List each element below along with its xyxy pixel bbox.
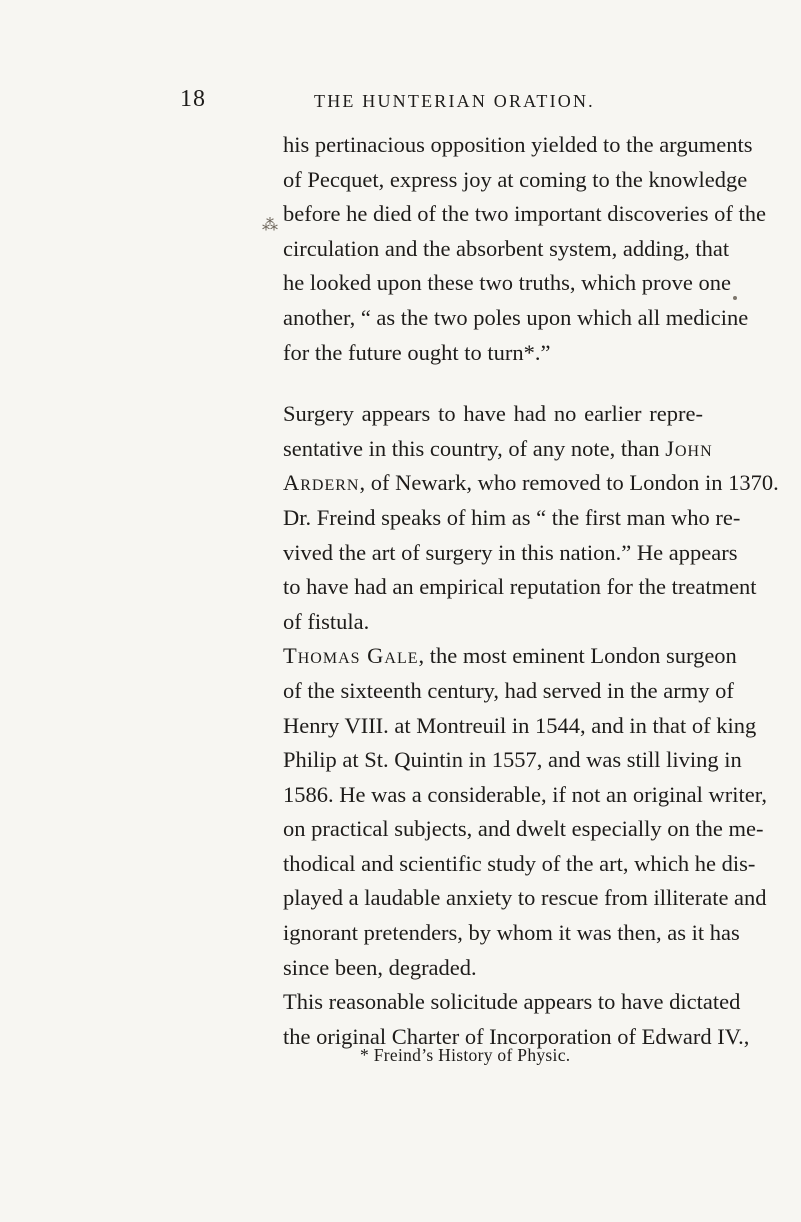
paragraph-gap xyxy=(283,370,703,397)
text-line xyxy=(283,432,713,467)
text-line: he looked upon these two truths, which prove one xyxy=(283,270,732,296)
text-line: of fistula. xyxy=(283,608,370,634)
text-line xyxy=(283,466,779,501)
text-line: for the future ought to turn*.” xyxy=(283,339,551,365)
person-name: John xyxy=(665,435,713,461)
text-line: of the sixteenth century, had served in the army of xyxy=(283,677,734,703)
text-line: Surgery appears to have had no earlier repre- xyxy=(283,401,703,427)
person-name: Thomas Gale xyxy=(283,643,419,669)
text-fragment: , of Newark, who removed to London in 1370. xyxy=(359,470,779,496)
text-line: Dr. Freind speaks of him as “ the first man who re- xyxy=(283,504,741,530)
body-text xyxy=(283,128,779,1054)
text-line: ignorant pretenders, by whom it was then, as it has xyxy=(283,920,740,946)
text-line: played a laudable anxiety to rescue from illiterate and xyxy=(283,885,767,911)
text-line: thodical and scientific study of the art, which he dis- xyxy=(283,850,756,876)
text-line: 1586. He was a considerable, if not an original writer, xyxy=(283,781,767,807)
text-line: the original Charter of Incorporation of Edward IV., xyxy=(283,1023,750,1049)
text-line: since been, degraded. xyxy=(283,954,477,980)
person-name: Ardern xyxy=(283,470,360,496)
text-line: before he died of the two important discoveries of the xyxy=(283,201,766,227)
ink-speck xyxy=(733,296,737,300)
text-line: his pertinacious opposition yielded to the arguments xyxy=(283,132,753,157)
text-line: on practical subjects, and dwelt especially on the me- xyxy=(283,816,764,842)
text-line: Philip at St. Quintin in 1557, and was still living in xyxy=(283,747,742,773)
margin-blemish: ⁂ xyxy=(262,217,278,234)
text-fragment: sentative in this country, of any note, than xyxy=(283,435,666,461)
text-line: another, “ as the two poles upon which all medicine xyxy=(283,304,749,330)
page-number: 18 xyxy=(180,86,206,112)
text-line: vived the art of surgery in this nation.” He appears xyxy=(283,539,738,565)
text-line: circulation and the absorbent system, adding, that xyxy=(283,235,730,261)
text-line: of Pecquet, express joy at coming to the knowledge xyxy=(283,166,748,192)
page-header xyxy=(180,86,700,116)
text-line: This reasonable solicitude appears to have dictated xyxy=(283,989,741,1015)
footnote: * Freind’s History of Physic. xyxy=(360,1045,571,1065)
text-line xyxy=(283,639,737,674)
text-line: to have had an empirical reputation for the treatment xyxy=(283,574,757,600)
running-title: THE HUNTERIAN ORATION. xyxy=(314,91,595,111)
text-fragment: , the most eminent London surgeon xyxy=(418,643,737,669)
text-line: Henry VIII. at Montreuil in 1544, and in that of king xyxy=(283,712,757,738)
